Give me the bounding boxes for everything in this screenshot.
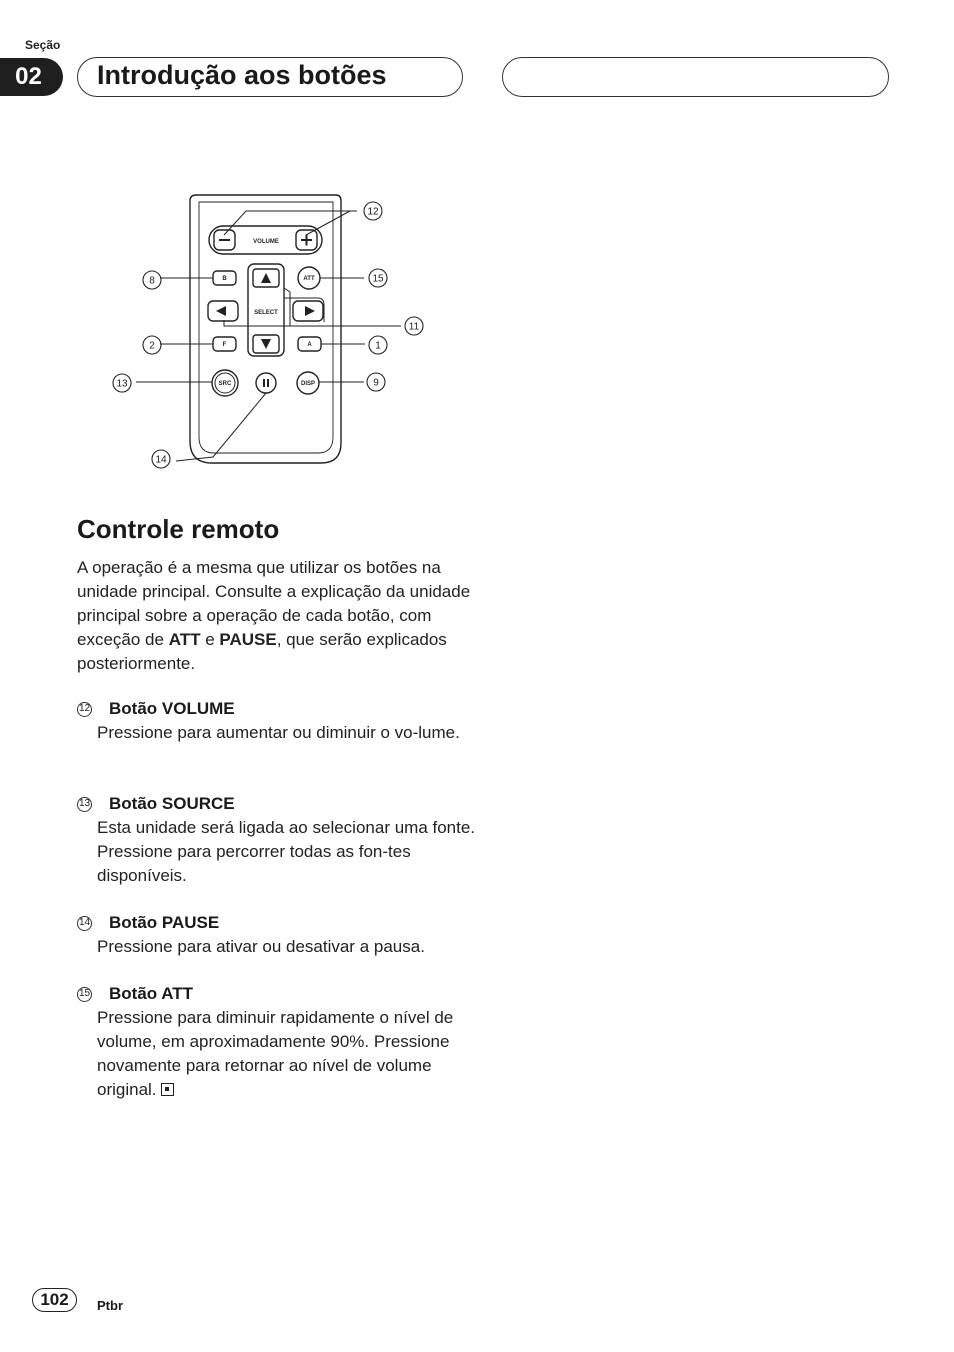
b-label: B [222,276,227,282]
item-number: 12 [77,702,92,717]
item-title: Botão PAUSE [109,913,220,932]
item-title: Botão VOLUME [109,699,235,718]
callout-13: 13 [116,378,128,390]
volume-label: VOLUME [253,239,279,245]
item-number: 13 [77,797,92,812]
callout-9: 9 [373,377,379,389]
callout-15: 15 [372,273,384,285]
select-label: SELECT [254,310,278,316]
item-description: Esta unidade será ligada ao selecionar uma fonte. Pressione para percorrer todas as fon-tes disponíveis. [97,818,476,885]
list-item-volume [77,697,477,745]
list-item-pause [77,911,477,959]
empty-header-frame [502,57,889,97]
intro-pause: PAUSE [219,630,277,649]
page-number: 102 [32,1288,77,1312]
f-label: F [222,342,227,348]
section-heading: Controle remoto [77,514,280,544]
callout-8: 8 [149,275,155,287]
list-item-source [77,792,477,888]
intro-text-start: A operação é a mesma que utilizar os botões na unidade principal. Consulte a explicação da unidade principal sobre a operação de cada botão, com exceção de [77,558,471,649]
pause-button [256,373,276,393]
callout-2: 2 [149,340,155,352]
item-description: Pressione para diminuir rapidamente o nível de volume, em aproximadamente 90%. Pressione novamente para retornar ao nível de volume original. [97,1008,454,1099]
disp-label: DISP [300,381,316,387]
list-item-att [77,982,477,1102]
section-number-badge: 02 [0,58,63,96]
item-description: Pressione para ativar ou desativar a pausa. [97,937,425,956]
callout-14: 14 [155,454,167,466]
language-label: Ptbr [97,1298,123,1313]
callout-12: 12 [367,206,379,218]
remote-control-diagram [100,185,440,475]
item-description: Pressione para aumentar ou diminuir o vo-lume. [97,723,460,742]
att-label: ATT [303,276,315,282]
page-title: Introdução aos botões [97,60,387,90]
intro-att: ATT [168,630,201,649]
src-label: SRC [218,381,232,387]
a-label: A [307,342,312,348]
callout-11: 11 [408,321,420,333]
end-mark-icon [161,1083,174,1096]
item-title: Botão SOURCE [109,794,235,813]
section-label: Seção [25,38,61,52]
item-number: 15 [77,987,92,1002]
intro-paragraph [77,556,477,676]
item-number: 14 [77,916,92,931]
intro-and: e [200,630,220,649]
callout-1: 1 [375,340,381,352]
item-title: Botão ATT [109,984,194,1003]
intro-text-end: , que serão explicados posteriormente. [77,630,447,673]
remote-body [190,195,341,463]
